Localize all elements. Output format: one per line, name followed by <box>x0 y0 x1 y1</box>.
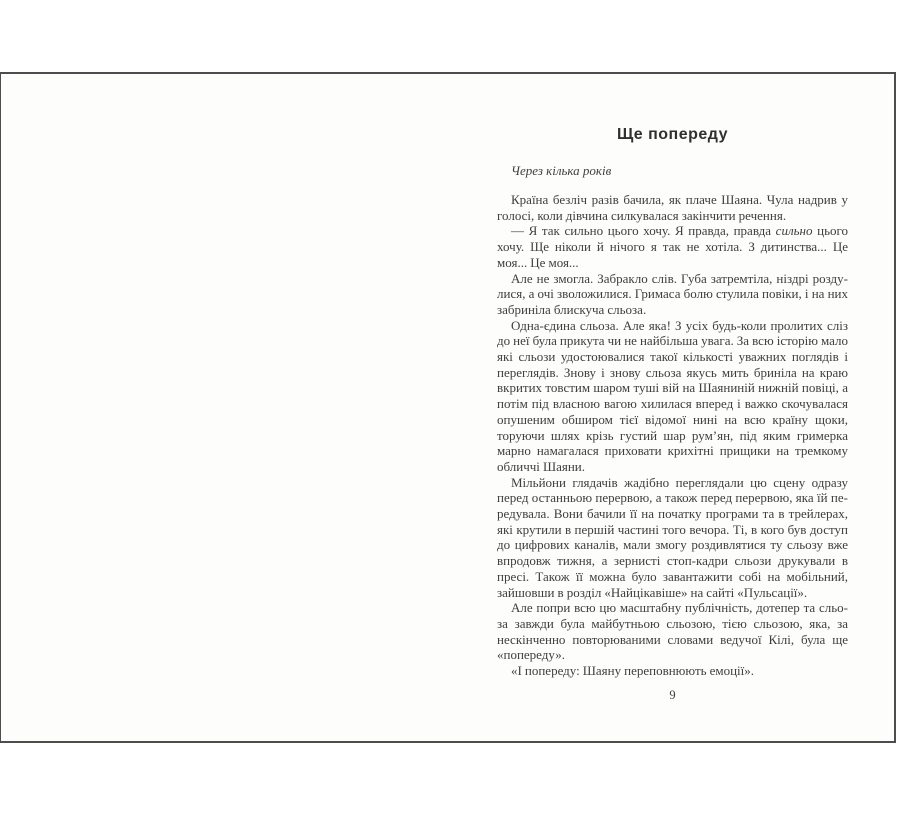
book-page <box>0 72 896 743</box>
chapter-title: Ще попереду <box>616 126 729 143</box>
body-text <box>497 192 848 679</box>
text-segment: Одна-єдина сльоза. Але яка! З усіх будь-коли пролитих сліз до неї була прикута чи не найбільша увага. За всю історію мало які сльози удостоювалися такої кількості уважних поглядів і переглядів. Знову і знову сльоза якусь мить бриніла на краю вкритих товстим шаром туші вій на Шаяниній нижній повіці, а потім під власною вагою хилилася вперед і важко скочувалася опушеним обширом тієї відомої нині на всю країну щоки, торуючи шлях крізь густий шар рум’ян, під яким гримерка марно намагалася приховати крихітні прищики на тремкому обличчі Шаяни. <box>497 317 848 474</box>
text-segment: Країна безліч разів бачила, як плаче Шаяна. Чула надрив у голосі, коли дівчина силкувалася закінчити речення. <box>497 192 848 223</box>
paragraph <box>497 223 848 270</box>
text-segment: — Я так сильно цього хочу. Я правда, правда <box>511 223 776 239</box>
paragraph <box>497 600 848 663</box>
paragraph <box>497 318 848 475</box>
paragraph <box>497 192 848 223</box>
text-segment: цього хочу. Ще ніколи й нічого я так не хотіла. З дитинства... Це моя... Це моя... <box>497 223 849 270</box>
text-segment: «І попереду: Шаяну переповнюють емоції». <box>511 663 755 679</box>
text-column <box>497 74 848 702</box>
paragraph <box>497 271 848 318</box>
paragraph <box>497 663 848 679</box>
italic-text-segment: сильно <box>775 223 813 239</box>
text-segment: Але не змогла. Забракло слів. Губа затремтіла, ніздрі роздулися, а очі зволожилися. Гримаса болю стулила повіки, і на них забриніла блискуча сльоза. <box>497 270 848 317</box>
chapter-subtitle: Через кілька років <box>511 163 612 178</box>
text-segment: Мільйони глядачів жадібно переглядали цю сцену одразу перед останньою перервою, а також перед перервою, яка їй передувала. Вони бачили її на початку програми та в трейлерах, які крутили в першій частині того вечора. Ті, в кого був доступ до цифрових каналів, мали змогу роздивлятися ту сльозу вже впродовж тижня, а зернисті стоп-кадри сльози друкували в пресі. Також її можна було завантажити собі на мобільний, зайшовши в розділ «Найцікавіше» на сайті «Пульсації». <box>497 474 848 600</box>
paragraph <box>497 475 848 601</box>
page-number: 9 <box>669 687 676 702</box>
text-segment: Але попри всю цю масштабну публічність, дотепер та сльоза завжди була майбутньою сльозою, тією сльозою, яка, за нескінченно повторюваними словами ведучої Кілі, була ще «попереду». <box>497 600 848 663</box>
